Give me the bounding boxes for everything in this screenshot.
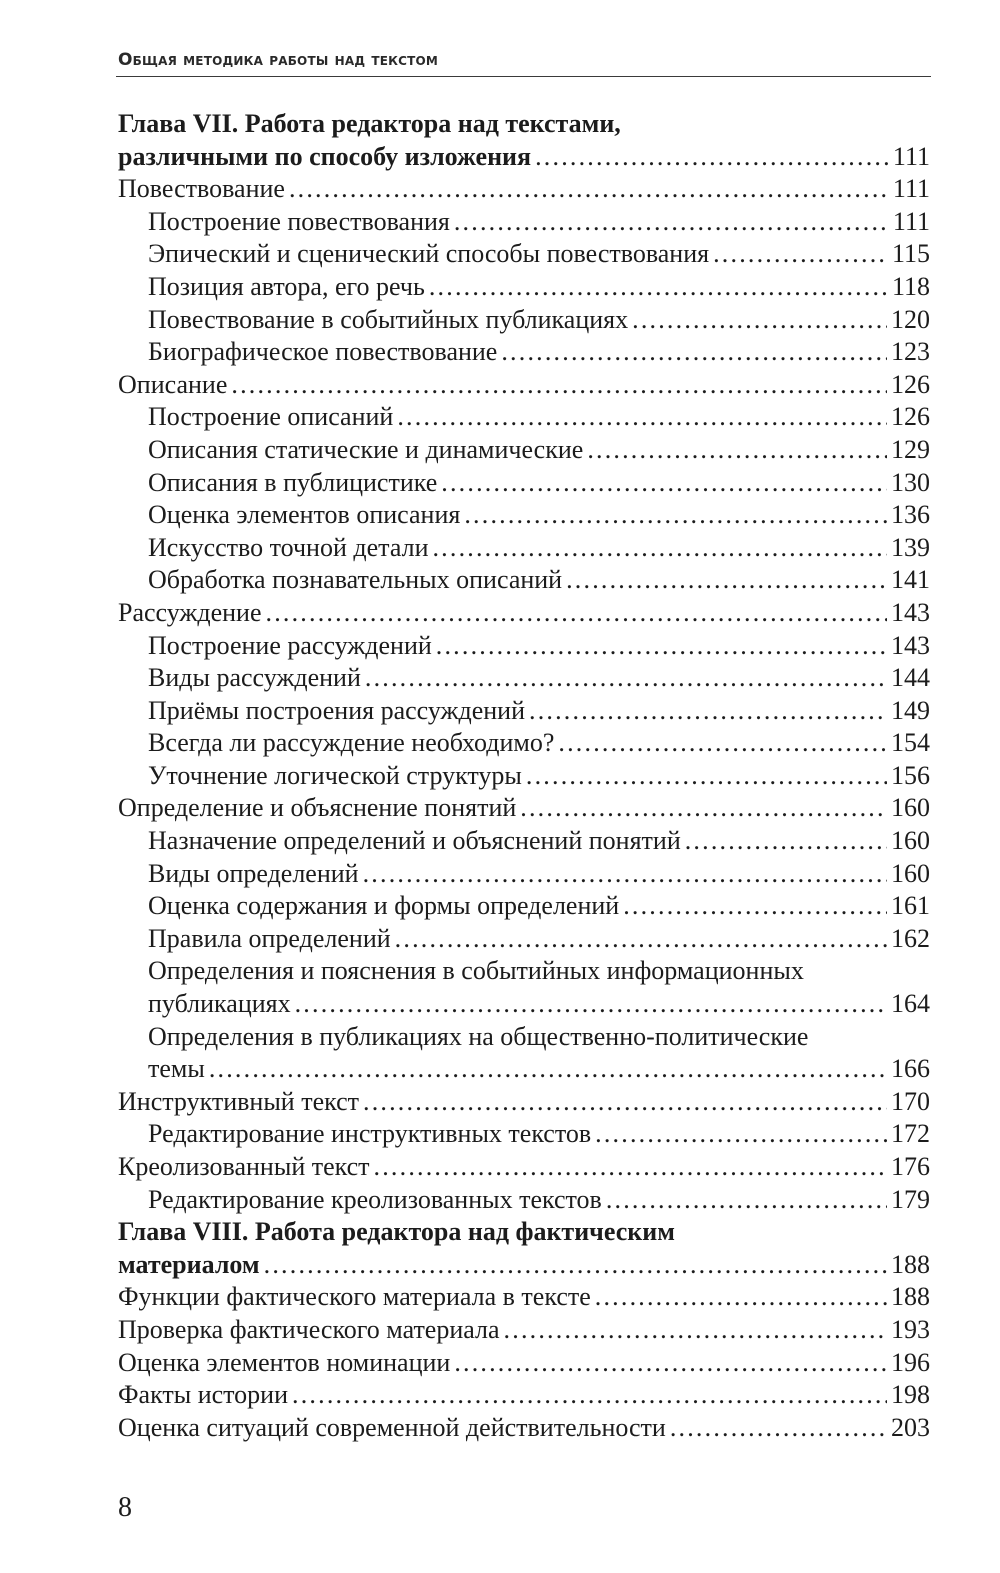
toc-entry-title: темы	[148, 1054, 205, 1084]
toc-subsection-entry	[118, 760, 930, 793]
toc-subsection-entry	[118, 532, 930, 565]
toc-entry-page: 129	[891, 434, 930, 464]
toc-subsection-entry	[118, 1053, 930, 1086]
toc-subsection-entry	[118, 271, 930, 304]
toc-entry-page: 130	[891, 467, 930, 497]
toc-entry-title: Инструктивный текст	[118, 1086, 359, 1116]
toc-subsection-entry	[118, 923, 930, 956]
toc-entry-title: Повествование в событийных публикациях	[148, 304, 629, 334]
toc-subsection-entry	[118, 662, 930, 695]
toc-entry-title: Искусство точной детали	[148, 532, 429, 562]
toc-entry-title: Описания в публицистике	[148, 467, 438, 497]
toc-subsection-entry	[118, 727, 930, 760]
toc-entry-page: 196	[891, 1347, 930, 1377]
toc-dot-leader	[685, 825, 887, 858]
toc-subsection-entry	[118, 564, 930, 597]
toc-dot-leader	[295, 988, 887, 1021]
toc-dot-leader	[520, 792, 887, 825]
toc-subsection-entry	[118, 304, 930, 337]
toc-dot-leader	[454, 1347, 887, 1380]
toc-entry-title: Функции фактического материала в тексте	[118, 1282, 591, 1312]
toc-section-entry	[118, 597, 930, 630]
toc-entry-page: 126	[891, 402, 930, 432]
toc-entry-title: Позиция автора, его речь	[148, 271, 425, 301]
toc-subsection-entry	[118, 206, 930, 239]
toc-entry-title: Оценка элементов номинации	[118, 1347, 451, 1377]
toc-entry-title: Оценка элементов описания	[148, 500, 461, 530]
toc-entry-page: 160	[891, 826, 930, 856]
toc-entry-title: Факты истории	[118, 1380, 289, 1410]
toc-dot-leader	[464, 499, 887, 532]
toc-entry-title: Определения в публикациях на общественно-политические	[148, 1021, 809, 1051]
toc-section-entry	[118, 173, 930, 206]
toc-entry-page: 136	[891, 500, 930, 530]
toc-dot-leader	[529, 695, 887, 728]
toc-entry-page: 166	[891, 1054, 930, 1084]
toc-entry-title: Обработка познавательных описаний	[148, 565, 563, 595]
toc-dot-leader	[566, 564, 887, 597]
toc-entry-title: Биографическое повествование	[148, 337, 498, 367]
toc-subsection-entry	[118, 988, 930, 1021]
toc-entry-page: 139	[891, 532, 930, 562]
page-number: 8	[118, 1492, 132, 1523]
toc-entry-title: Построение рассуждений	[148, 630, 432, 660]
toc-dot-leader	[363, 1086, 887, 1119]
toc-entry-title: Уточнение логической структуры	[148, 760, 522, 790]
toc-dot-leader	[432, 532, 887, 565]
toc-entry-title: публикациях	[148, 989, 291, 1019]
toc-dot-leader	[670, 1412, 887, 1445]
toc-dot-leader	[504, 1314, 887, 1347]
toc-entry-page: 188	[891, 1282, 930, 1312]
toc-section-entry	[118, 1412, 930, 1445]
toc-dot-leader	[526, 760, 887, 793]
header-rule	[116, 76, 931, 77]
toc-section-entry	[118, 1281, 930, 1314]
toc-chapter-entry	[118, 108, 930, 141]
toc-entry-page: 160	[891, 793, 930, 823]
toc-entry-page: 176	[891, 1152, 930, 1181]
toc-subsection-entry	[118, 695, 930, 728]
toc-subsection-entry	[118, 336, 930, 369]
toc-entry-page: 111	[892, 141, 930, 171]
table-of-contents	[118, 108, 930, 1444]
toc-chapter-entry	[118, 1216, 930, 1249]
toc-chapter-entry	[118, 141, 930, 174]
toc-entry-page: 156	[891, 760, 930, 790]
toc-dot-leader	[374, 1151, 887, 1184]
toc-dot-leader	[363, 858, 887, 891]
toc-entry-page: 149	[891, 695, 930, 725]
toc-entry-page: 203	[891, 1412, 930, 1442]
toc-entry-page: 143	[891, 597, 930, 627]
toc-entry-page: 115	[891, 239, 930, 269]
toc-entry-page: 123	[891, 337, 930, 367]
toc-dot-leader	[231, 369, 887, 402]
toc-subsection-entry	[118, 825, 930, 858]
toc-entry-title: Назначение определений и объяснений понятий	[148, 826, 681, 856]
toc-section-entry	[118, 369, 930, 402]
toc-subsection-entry	[118, 955, 930, 988]
toc-entry-page: 193	[891, 1314, 930, 1344]
toc-dot-leader	[713, 238, 888, 271]
toc-entry-title: различными по способу изложения	[118, 141, 532, 171]
toc-entry-page: 144	[891, 663, 930, 693]
toc-entry-title: Построение повествования	[148, 206, 450, 236]
toc-entry-title: Построение описаний	[148, 402, 394, 432]
toc-entry-page: 126	[891, 369, 930, 399]
toc-entry-title: материалом	[118, 1249, 260, 1279]
toc-dot-leader	[441, 467, 887, 500]
toc-subsection-entry	[118, 1184, 930, 1217]
toc-subsection-entry	[118, 434, 930, 467]
toc-entry-page: 143	[891, 630, 930, 660]
toc-dot-leader	[623, 890, 887, 923]
toc-entry-page: 170	[891, 1086, 930, 1116]
toc-entry-page: 179	[891, 1184, 930, 1214]
toc-subsection-entry	[118, 1118, 930, 1151]
toc-entry-page: 111	[892, 206, 930, 236]
toc-entry-title: Определения и пояснения в событийных информационных	[148, 956, 804, 986]
toc-dot-leader	[436, 630, 887, 663]
toc-dot-leader	[501, 336, 887, 369]
toc-entry-title: Оценка ситуаций современной действительности	[118, 1412, 666, 1442]
toc-dot-leader	[535, 141, 889, 174]
toc-subsection-entry	[118, 1021, 930, 1054]
toc-entry-page: 162	[891, 923, 930, 953]
toc-dot-leader	[632, 304, 887, 337]
toc-entry-page: 172	[891, 1119, 930, 1149]
toc-entry-title: Эпический и сценический способы повествования	[148, 239, 710, 269]
toc-dot-leader	[266, 597, 888, 630]
toc-entry-title: Креолизованный текст	[118, 1152, 370, 1181]
toc-entry-page: 120	[891, 304, 930, 334]
toc-entry-title: Оценка содержания и формы определений	[148, 891, 620, 921]
toc-dot-leader	[395, 923, 887, 956]
toc-entry-page: 141	[891, 565, 930, 595]
toc-subsection-entry	[118, 858, 930, 891]
toc-dot-leader	[209, 1053, 887, 1086]
toc-entry-title: Определение и объяснение понятий	[118, 793, 517, 823]
toc-entry-title: Правила определений	[148, 923, 391, 953]
running-head: Общая методика работы над текстом	[118, 50, 439, 70]
toc-dot-leader	[454, 206, 889, 239]
toc-entry-title: Виды рассуждений	[148, 663, 361, 693]
toc-entry-title: Глава VIII. Работа редактора над фактическим	[118, 1217, 675, 1247]
toc-section-entry	[118, 1379, 930, 1412]
toc-section-entry	[118, 1151, 930, 1184]
toc-subsection-entry	[118, 630, 930, 663]
toc-entry-page: 161	[891, 891, 930, 921]
toc-dot-leader	[595, 1281, 887, 1314]
toc-entry-title: Рассуждение	[118, 597, 262, 627]
toc-entry-page: 118	[891, 271, 930, 301]
toc-dot-leader	[365, 662, 887, 695]
toc-entry-title: Глава VII. Работа редактора над текстами,	[118, 109, 621, 138]
toc-entry-title: Проверка фактического материала	[118, 1314, 500, 1344]
toc-subsection-entry	[118, 890, 930, 923]
toc-dot-leader	[558, 727, 887, 760]
toc-chapter-entry	[118, 1249, 930, 1282]
toc-entry-title: Описание	[118, 369, 228, 399]
toc-entry-page: 160	[891, 858, 930, 888]
toc-dot-leader	[429, 271, 888, 304]
toc-entry-title: Повествование	[118, 174, 285, 204]
toc-entry-title: Виды определений	[148, 858, 359, 888]
toc-entry-page: 154	[891, 728, 930, 758]
toc-dot-leader	[587, 434, 887, 467]
toc-dot-leader	[397, 401, 887, 434]
toc-entry-title: Приёмы построения рассуждений	[148, 695, 525, 725]
toc-entry-title: Всегда ли рассуждение необходимо?	[148, 728, 555, 758]
toc-subsection-entry	[118, 499, 930, 532]
toc-section-entry	[118, 1347, 930, 1380]
toc-entry-page: 198	[891, 1380, 930, 1410]
toc-entry-title: Редактирование креолизованных текстов	[148, 1184, 602, 1214]
toc-entry-page: 111	[892, 174, 930, 204]
toc-dot-leader	[289, 173, 889, 206]
toc-dot-leader	[595, 1118, 887, 1151]
toc-section-entry	[118, 1314, 930, 1347]
toc-subsection-entry	[118, 238, 930, 271]
toc-entry-page: 188	[891, 1249, 930, 1279]
toc-entry-page: 164	[891, 989, 930, 1019]
toc-subsection-entry	[118, 467, 930, 500]
toc-section-entry	[118, 1086, 930, 1119]
toc-entry-title: Редактирование инструктивных текстов	[148, 1119, 592, 1149]
toc-subsection-entry	[118, 401, 930, 434]
toc-dot-leader	[606, 1184, 887, 1217]
toc-section-entry	[118, 792, 930, 825]
toc-entry-title: Описания статические и динамические	[148, 434, 584, 464]
toc-dot-leader	[292, 1379, 887, 1412]
toc-dot-leader	[264, 1249, 887, 1282]
